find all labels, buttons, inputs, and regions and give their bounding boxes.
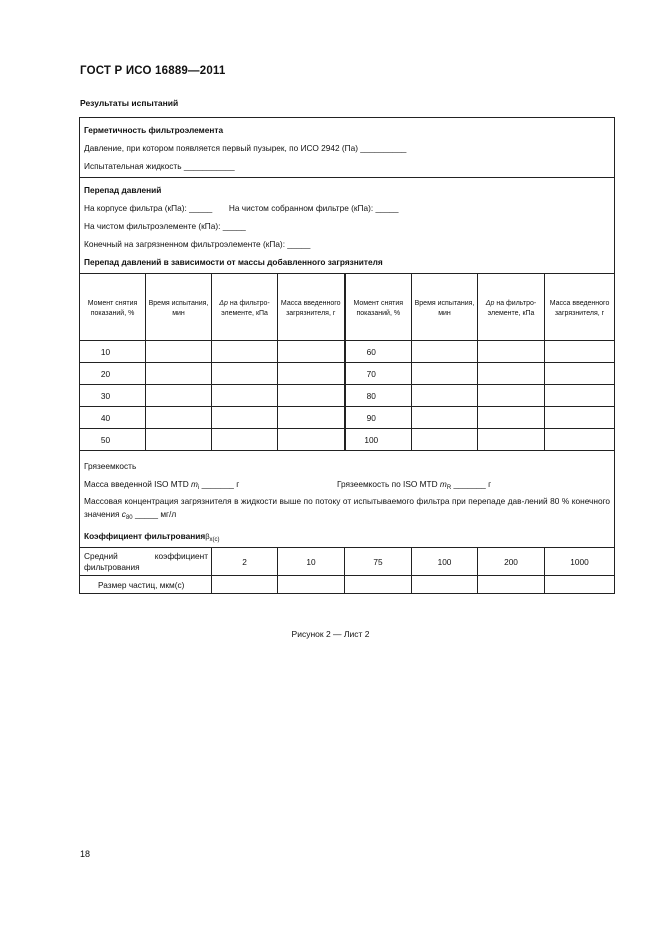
moment-cell: 60: [345, 341, 412, 363]
mass-input-cell[interactable]: [278, 341, 345, 363]
particle-size-row: [80, 576, 615, 594]
col-header-moment-2: Момент снятия показаний, %: [345, 274, 412, 341]
particle-size-input-cell[interactable]: [545, 576, 615, 594]
dirt-mass-row: [84, 475, 610, 493]
mass-input-cell[interactable]: [278, 407, 345, 429]
moment-cell: 100: [345, 429, 412, 451]
page-number: 18: [80, 849, 91, 859]
time-input-cell[interactable]: [146, 385, 212, 407]
time-input-cell[interactable]: [412, 429, 478, 451]
hermetic-title: Герметичность фильтроэлемента: [84, 125, 224, 135]
dp-input-cell[interactable]: [212, 363, 278, 385]
moment-cell: 30: [80, 385, 146, 407]
filtration-ratio-row: [80, 548, 615, 576]
mass-input-cell[interactable]: [545, 341, 615, 363]
time-input-cell[interactable]: [146, 429, 212, 451]
col-header-dp-2: Δp на фильтро-элементе, кПа: [478, 274, 545, 341]
particle-size-input-cell[interactable]: [345, 576, 412, 594]
final-element-pressure-field[interactable]: Конечный на загрязненном фильтроэлементе (кПа): _____: [84, 239, 311, 249]
ratio-value: 10: [278, 548, 345, 576]
col-header-mass-2: Масса введенного загрязнителя, г: [545, 274, 615, 341]
particle-size-input-cell[interactable]: [478, 576, 545, 594]
table-row: [80, 407, 615, 429]
pressure-drop-section: [80, 178, 615, 274]
injected-mass-field[interactable]: Масса введенной ISO MTD $m_i$ _______ г: [84, 479, 240, 491]
dirt-capacity-title: Грязеемкость: [84, 461, 137, 471]
moment-cell: 40: [80, 407, 146, 429]
housing-pressure-field[interactable]: На корпусе фильтра (кПа): _____: [84, 203, 213, 213]
ratio-value: 200: [478, 548, 545, 576]
moment-cell: 70: [345, 363, 412, 385]
ratio-value: 1000: [545, 548, 615, 576]
mass-input-cell[interactable]: [545, 385, 615, 407]
figure-caption: Рисунок 2 — Лист 2: [291, 629, 370, 639]
table-row: [80, 429, 615, 451]
dp-input-cell[interactable]: [212, 429, 278, 451]
moment-cell: 50: [80, 429, 146, 451]
time-input-cell[interactable]: [146, 407, 212, 429]
section-title: Результаты испытаний: [80, 98, 179, 108]
test-results-form: [79, 117, 615, 594]
moment-cell: 20: [80, 363, 146, 385]
mass-input-cell[interactable]: [278, 363, 345, 385]
dirt-capacity-section: [80, 451, 615, 548]
col-header-time-2: Время испытания, мин: [412, 274, 478, 341]
filtration-ratio-label: Средний коэффициент фильтрования: [80, 548, 212, 576]
filtration-ratio-title: Коэффициент фильтрованияβ$_{x(c)}$: [84, 531, 220, 543]
mass-input-cell[interactable]: [545, 407, 615, 429]
pressure-drop-row: [84, 199, 610, 217]
beta-symbol: $\beta_{x(c)}$: [205, 532, 220, 543]
clean-assembled-pressure-field[interactable]: На чистом собранном фильтре (кПа): _____: [228, 203, 399, 213]
dp-input-cell[interactable]: [478, 429, 545, 451]
ratio-value: 2: [212, 548, 278, 576]
table-row: [80, 385, 615, 407]
dp-input-cell[interactable]: [478, 363, 545, 385]
moment-cell: 80: [345, 385, 412, 407]
mass-input-cell[interactable]: [278, 385, 345, 407]
retained-capacity-field[interactable]: Грязеемкость по ISO MTD $m_R$ _______ г: [337, 479, 492, 491]
moment-cell: 10: [80, 341, 146, 363]
table-row: [80, 363, 615, 385]
dp-input-cell[interactable]: [212, 385, 278, 407]
time-input-cell[interactable]: [146, 363, 212, 385]
time-input-cell[interactable]: [412, 407, 478, 429]
particle-size-input-cell[interactable]: [278, 576, 345, 594]
ratio-value: 75: [345, 548, 412, 576]
document-header-title: ГОСТ Р ИСО 16889—2011: [80, 65, 226, 77]
time-input-cell[interactable]: [412, 385, 478, 407]
mass-input-cell[interactable]: [545, 363, 615, 385]
dp-input-cell[interactable]: [478, 341, 545, 363]
dp-input-cell[interactable]: [478, 407, 545, 429]
table-header-row: [80, 274, 615, 341]
particle-size-input-cell[interactable]: [212, 576, 278, 594]
particle-size-input-cell[interactable]: [412, 576, 478, 594]
mass-input-cell[interactable]: [545, 429, 615, 451]
bubble-pressure-field[interactable]: Давление, при котором появляется первый пузырек, по ИСО 2942 (Па) __________: [84, 143, 407, 153]
concentration-field[interactable]: Массовая концентрация загрязнителя в жидкости выше по потоку от испытываемого фильтра при перепаде дав-лений 80 % конечного значения $c_{80}$ _____ мг/л: [84, 496, 611, 521]
dp-input-cell[interactable]: [478, 385, 545, 407]
col-header-mass: Масса введенного загрязнителя, г: [278, 274, 345, 341]
moment-cell: 90: [345, 407, 412, 429]
col-header-moment: Момент снятия показаний, %: [80, 274, 146, 341]
ratio-value: 100: [412, 548, 478, 576]
col-header-dp: Δp на фильтро-элементе, кПа: [212, 274, 278, 341]
pressure-drop-title: Перепад давлений: [84, 185, 162, 195]
time-input-cell[interactable]: [146, 341, 212, 363]
dp-input-cell[interactable]: [212, 341, 278, 363]
dp-input-cell[interactable]: [212, 407, 278, 429]
clean-element-pressure-field[interactable]: На чистом фильтроэлементе (кПа): _____: [84, 221, 246, 231]
test-fluid-field[interactable]: Испытательная жидкость ___________: [84, 161, 235, 171]
particle-size-label: Размер частиц, мкм(c): [80, 576, 212, 594]
time-input-cell[interactable]: [412, 363, 478, 385]
col-header-time: Время испытания, мин: [146, 274, 212, 341]
hermetic-section: [80, 118, 615, 178]
mass-dependence-title: Перепад давлений в зависимости от массы добавленного загрязнителя: [84, 257, 383, 267]
mass-input-cell[interactable]: [278, 429, 345, 451]
time-input-cell[interactable]: [412, 341, 478, 363]
table-row: [80, 341, 615, 363]
